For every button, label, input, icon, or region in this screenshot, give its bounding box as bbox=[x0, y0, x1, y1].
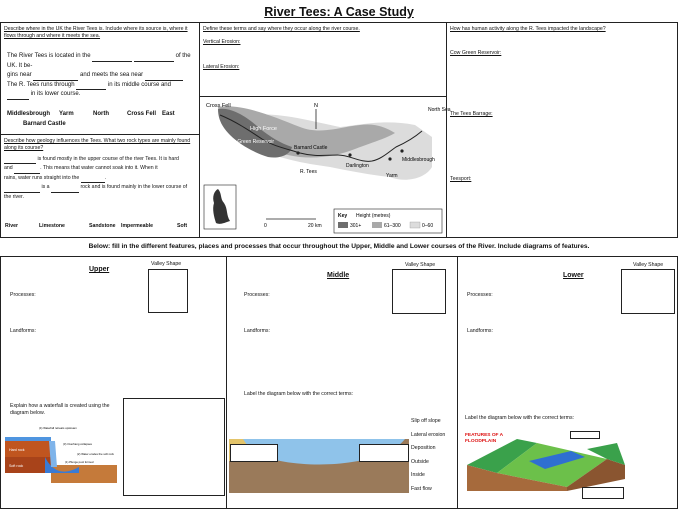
processes-label: Processes: bbox=[467, 292, 493, 298]
town-dot bbox=[296, 151, 299, 154]
blank-field[interactable] bbox=[134, 55, 174, 62]
waterfall-question: Explain how a waterfall is created using the diagram below. bbox=[10, 403, 110, 417]
valley-shape-box[interactable] bbox=[392, 269, 446, 314]
geology-question: Describe how geology influences the Tees. What two rock types are mainly found along its course? bbox=[4, 138, 191, 152]
landforms-label: Landforms: bbox=[244, 328, 270, 334]
map-label: Cow Green Reservoir bbox=[226, 139, 275, 145]
diagram-label: (1) Plunge pool formed bbox=[65, 460, 94, 464]
floodplain-title: FEATURES OF A FLOODPLAIN bbox=[465, 433, 503, 444]
word-bank-item: Yarm bbox=[59, 111, 74, 117]
terms-list bbox=[411, 415, 445, 497]
line-text: . This means that water cannot soak into it. When it bbox=[40, 165, 158, 172]
impact-item: Cow Green Reservoir: bbox=[450, 50, 502, 56]
impact-question: How has human activity along the R. Tees impacted the landscape? bbox=[450, 26, 606, 32]
north-label: N bbox=[314, 103, 318, 109]
landforms-label: Landforms: bbox=[10, 328, 36, 334]
map-label: R. Tees bbox=[300, 169, 317, 175]
valley-shape-label: Valley Shape bbox=[151, 261, 182, 267]
line-text: in its middle course and bbox=[107, 81, 171, 88]
map-label: Middlesbrough bbox=[402, 157, 435, 163]
label-box-top[interactable] bbox=[570, 431, 600, 439]
floodplain-diagram bbox=[467, 429, 625, 491]
blank-field[interactable] bbox=[51, 187, 79, 193]
processes-label: Processes: bbox=[10, 292, 36, 298]
term-item: Inside bbox=[411, 472, 425, 479]
lower-course-panel bbox=[457, 256, 678, 509]
terms-panel bbox=[199, 22, 447, 97]
label-question: Label the diagram below with the correct terms: bbox=[244, 391, 353, 397]
word-bank-item: East bbox=[162, 111, 175, 117]
word-bank-item: Limestone bbox=[39, 223, 65, 229]
impact-item: The Tees Barrage: bbox=[450, 111, 493, 117]
line-text: The R. Tees runs through bbox=[7, 81, 75, 88]
tees-map bbox=[200, 97, 451, 237]
word-bank-item: Impermeable bbox=[121, 223, 154, 229]
middle-course-panel bbox=[226, 256, 458, 509]
lower-bed bbox=[51, 465, 117, 483]
line-text: gins near bbox=[7, 72, 32, 79]
scale-20: 20 km bbox=[308, 223, 322, 229]
waterfall-answer-box[interactable] bbox=[123, 398, 225, 496]
diagram-label: Soft rock bbox=[9, 464, 24, 468]
line-text: and meets the sea near bbox=[80, 72, 144, 79]
line-text: is a bbox=[41, 184, 50, 191]
meander-diagram bbox=[229, 433, 409, 493]
blank-field[interactable] bbox=[14, 168, 40, 174]
term-item: Outside bbox=[411, 458, 429, 465]
blank-field[interactable] bbox=[145, 74, 183, 81]
diagram-label: (3) Overhang collapses bbox=[63, 442, 92, 446]
waterfall-diagram bbox=[5, 423, 117, 487]
label-box-right[interactable] bbox=[359, 444, 409, 462]
location-question: Describe where in the UK the River Tees is. Include where its source is, where it flows through and where it meets the sea. bbox=[4, 26, 188, 40]
diagram-label: (4) Waterfall retreats upstream bbox=[39, 426, 77, 430]
key-item: 301+ bbox=[350, 223, 362, 229]
human-impact-panel bbox=[446, 22, 678, 238]
landforms-label: Landforms: bbox=[467, 328, 493, 334]
term-item: Lateral erosion bbox=[411, 431, 446, 438]
map-label: High Force bbox=[250, 126, 277, 132]
word-bank-item: Barnard Castle bbox=[23, 121, 66, 127]
blank-field[interactable] bbox=[4, 187, 40, 193]
instructions-banner: Below: fill in the different features, places and processes that occur throughout the Upper, Middle and Lower courses of the River. Include diagrams of features. bbox=[88, 243, 590, 250]
map-label: Yarm bbox=[386, 173, 398, 179]
map-label: Darlington bbox=[346, 163, 369, 169]
word-bank-item: Cross Fell bbox=[127, 111, 157, 117]
term-item: Deposition bbox=[411, 445, 436, 452]
map-panel bbox=[199, 96, 451, 238]
line-text: The River Tees is located in the bbox=[7, 53, 91, 59]
key-item: 0–60 bbox=[422, 223, 434, 229]
impact-item: Teesport: bbox=[450, 176, 472, 182]
line-text: rock and is found mainly in the lower course of bbox=[80, 184, 188, 191]
line-text: of the UK. It be- bbox=[7, 53, 191, 69]
valley-shape-box[interactable] bbox=[621, 269, 675, 314]
geology-paragraph: is found mostly in the upper course of the river Tees. It is hard and . This means that water cannot soak into it. When it rains, water runs straight into the . is a rock and is found mainly in the lower course of the river. bbox=[4, 156, 188, 200]
valley-shape-box[interactable] bbox=[148, 269, 188, 313]
word-bank-item: Middlesbrough bbox=[7, 111, 50, 117]
line-text: the river. bbox=[4, 193, 24, 200]
upper-course-panel bbox=[0, 256, 227, 509]
line-text: rains, water runs straight into the bbox=[4, 174, 80, 181]
key-item: 61–300 bbox=[384, 223, 401, 229]
word-bank-item: Sandstone bbox=[89, 223, 116, 229]
map-label: Barnard Castle bbox=[294, 145, 328, 151]
town-dot bbox=[348, 153, 351, 156]
scale-0: 0 bbox=[264, 223, 267, 229]
key-swatch bbox=[372, 222, 382, 228]
page-title: River Tees: A Case Study bbox=[264, 5, 414, 19]
key-swatch bbox=[410, 222, 420, 228]
label-box-bottom[interactable] bbox=[582, 487, 624, 499]
term-item: Fast flow bbox=[411, 485, 432, 492]
blank-field[interactable] bbox=[92, 55, 132, 62]
word-bank-item: Soft bbox=[177, 223, 188, 229]
line-text: and bbox=[4, 165, 13, 172]
key-title: Key bbox=[338, 213, 348, 219]
diagram-label: Hard rock bbox=[9, 448, 25, 452]
term-lateral: Lateral Erosion: bbox=[203, 64, 240, 70]
valley-shape-label: Valley Shape bbox=[405, 262, 436, 268]
valley-shape-label: Valley Shape bbox=[633, 262, 664, 268]
upper-heading: Upper bbox=[89, 266, 110, 273]
geology-panel bbox=[0, 134, 200, 238]
line-text: is found mostly in the upper course of the river Tees. It is hard bbox=[37, 156, 179, 162]
key-subtitle: Height (metres) bbox=[356, 213, 391, 219]
term-item: Slip off slope bbox=[411, 418, 441, 424]
blank-field[interactable] bbox=[76, 83, 106, 90]
map-label: Cross Fell bbox=[206, 103, 231, 109]
blank-field[interactable] bbox=[7, 93, 29, 100]
location-paragraph bbox=[7, 52, 197, 100]
lower-heading: Lower bbox=[563, 272, 584, 279]
label-question: Label the diagram below with the correct terms: bbox=[465, 415, 574, 421]
middle-heading: Middle bbox=[327, 272, 350, 279]
blank-field[interactable] bbox=[33, 74, 78, 81]
map-label: North Sea bbox=[428, 107, 451, 113]
label-box-left[interactable] bbox=[230, 444, 278, 462]
location-panel bbox=[0, 22, 200, 135]
processes-label: Processes: bbox=[244, 292, 270, 298]
term-vertical: Vertical Erosion: bbox=[203, 39, 241, 45]
terms-question: Define these terms and say where they occur along the river course. bbox=[203, 26, 360, 32]
line-text: in its lower course. bbox=[30, 91, 81, 98]
key-swatch bbox=[338, 222, 348, 228]
word-bank-item: North bbox=[93, 111, 109, 117]
diagram-label: (2) Water erodes the soft rock bbox=[77, 452, 114, 456]
word-bank-item: River bbox=[5, 223, 18, 229]
water-flow bbox=[5, 437, 51, 441]
town-dot bbox=[400, 149, 403, 152]
town-dot bbox=[388, 157, 391, 160]
